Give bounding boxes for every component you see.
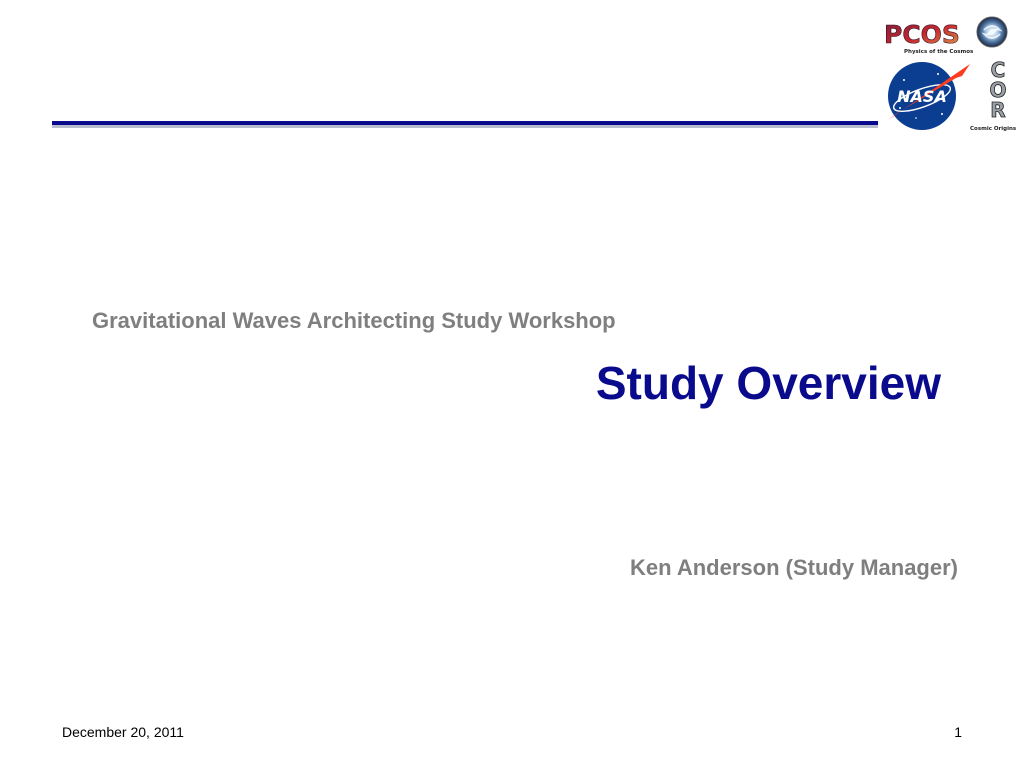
galaxy-icon (976, 16, 1008, 48)
cor-tagline (970, 124, 1016, 132)
cor-letter-o: O (989, 78, 1007, 102)
slide-title: Study Overview (595, 357, 941, 409)
slide-author: Ken Anderson (Study Manager) (630, 555, 958, 580)
pcos-logo (884, 20, 972, 48)
footer-page-number: 1 (954, 724, 962, 740)
footer-date: December 20, 2011 (62, 724, 184, 740)
pcos-tagline (904, 47, 974, 55)
cor-letter-r: R (990, 98, 1006, 122)
header-rule-shadow (52, 125, 878, 128)
cor-tagline-text: Cosmic Origins (970, 126, 1017, 132)
pcos-tagline-text: Physics of the Cosmos (904, 49, 974, 55)
nasa-wordmark: NASA (897, 87, 947, 106)
logo-group (878, 14, 1018, 138)
pcos-wordmark: PCOS (884, 20, 960, 49)
slide-subtitle: Gravitational Waves Architecting Study Workshop (92, 308, 616, 333)
cor-logo (982, 58, 1014, 120)
nasa-logo (882, 56, 978, 134)
cor-letter-c: C (990, 58, 1006, 82)
